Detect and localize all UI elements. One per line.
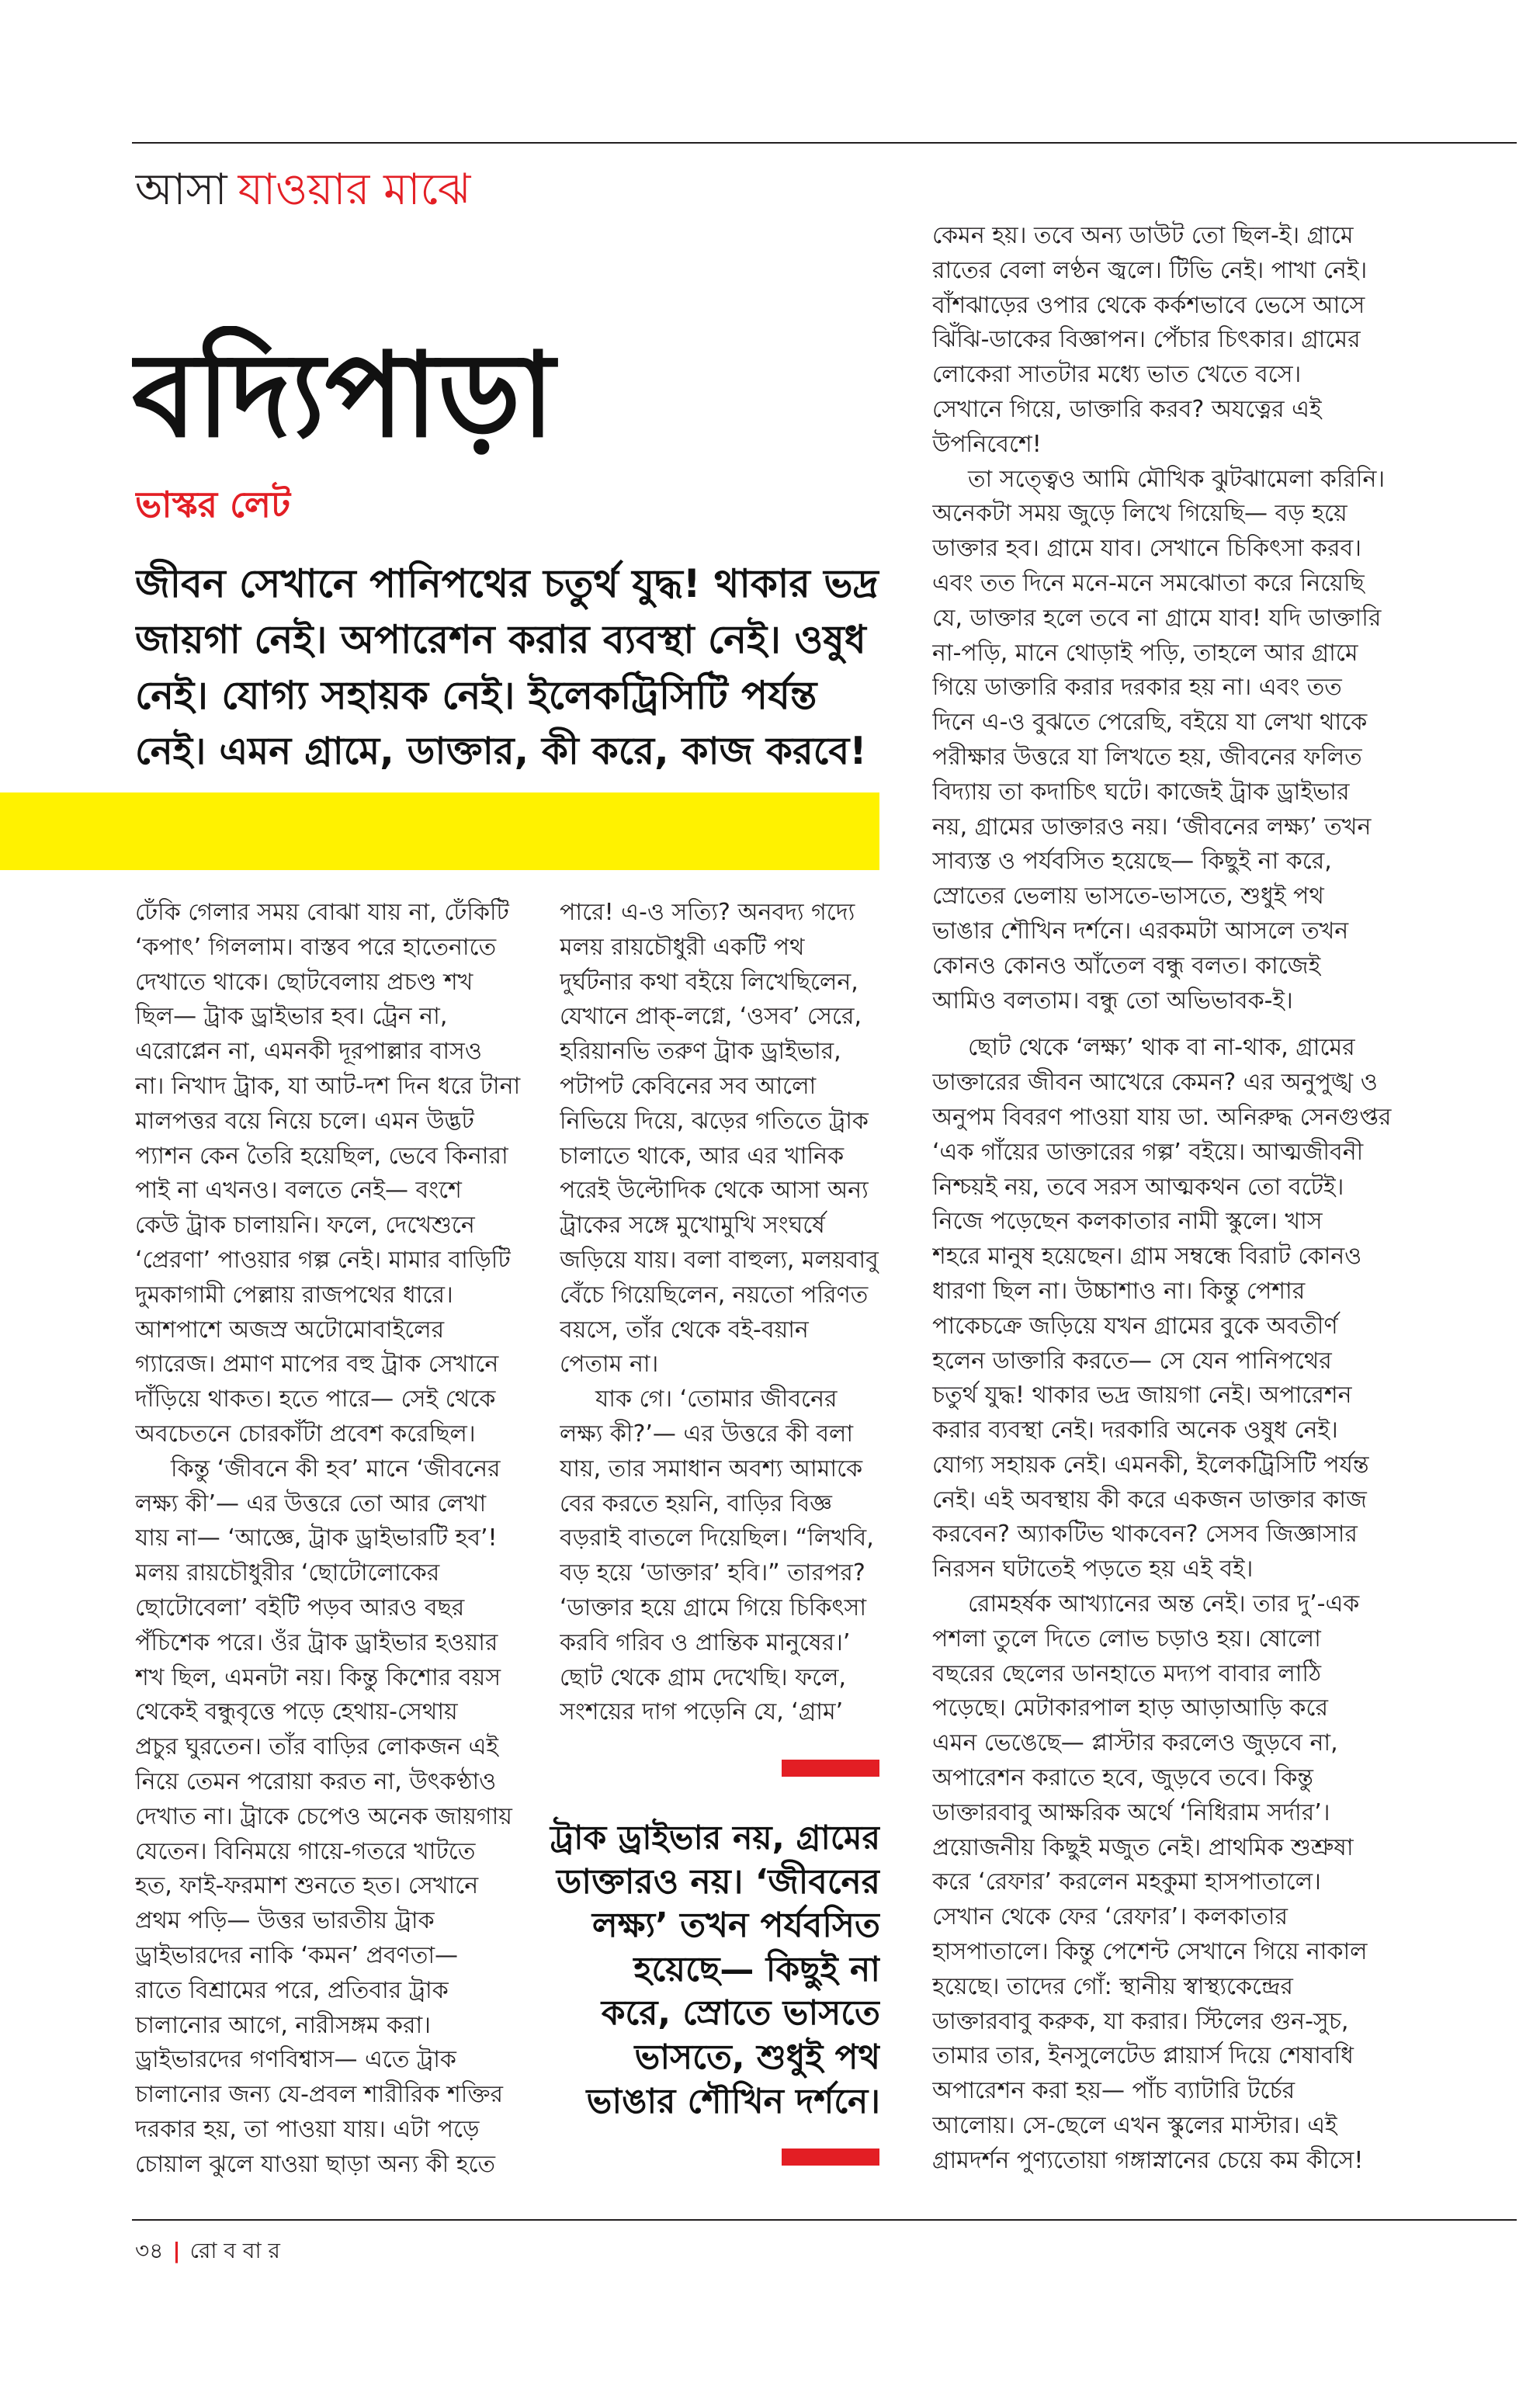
text-line: কেউ ট্রাক চালায়নি। ফলে, দেখেশুনে: [135, 1212, 475, 1240]
text-line: তা সত্ত্বেও আমি মৌখিক ঝুটঝামেলা করিনি।: [968, 465, 1386, 493]
pull-quote-line: লক্ষ্য’ তখন পর্যবসিত: [591, 1906, 880, 1946]
text-line: করার ব্যবস্থা নেই। দরকারি অনেক ওষুধ নেই।: [932, 1417, 1338, 1444]
text-line: ঢেঁকি গেলার সময় বোঝা যায় না, ঢেঁকিটি: [135, 899, 509, 926]
text-line: ‘ডাক্তার হয়ে গ্রামে গিয়ে চিকিৎসা: [560, 1594, 867, 1621]
text-line: পেতাম না।: [560, 1351, 659, 1379]
text-line: ড্রাইভারদের নাকি ‘কমন’ প্রবণতা—: [135, 1941, 459, 1969]
text-line: যেতেন। বিনিময়ে গায়ে-গতরে খাটতে: [135, 1837, 476, 1865]
text-line: সেখান থেকে ফের ‘রেফার’। কলকাতার: [932, 1903, 1289, 1931]
text-line: করে ‘রেফার’ করলেন মহকুমা হাসপাতালে।: [932, 1868, 1321, 1896]
text-line: আমিও বলতাম। বন্ধু তো অভিভাবক-ই।: [932, 987, 1293, 1014]
paragraph: [560, 896, 881, 1382]
section-header-highlight: যাওয়ার মাঝে: [238, 165, 471, 215]
text-line: চোয়াল ঝুলে যাওয়া ছাড়া অন্য কী হতে: [135, 2150, 496, 2178]
text-line: হত, ফাই-ফরমাশ শুনতে হত। সেখানে: [135, 1872, 479, 1900]
text-line: চালাতে থাকে, আর এর খানিক: [560, 1142, 845, 1170]
text-line: কোনও কোনও আঁতেল বন্ধু বলত। কাজেই: [932, 952, 1321, 980]
text-line: না-পড়ি, মানে থোড়াই পড়ি, তাহলে আর গ্রামে: [932, 639, 1358, 667]
text-line: আশপাশে অজস্র অটোমোবাইলের: [135, 1316, 445, 1344]
text-line: গিয়ে ডাক্তারি করার দরকার হয় না। এবং তত: [932, 674, 1342, 702]
text-line: ড্রাইভারদের গণবিশ্বাস— এতে ট্রাক: [135, 2046, 456, 2074]
text-line: আলোয়। সে-ছেলে এখন স্কুলের মাস্টার। এই: [932, 2112, 1337, 2140]
pull-quote-line: ডাক্তারও নয়। ‘জীবনের: [556, 1861, 880, 1902]
text-line: দেখাত না। ট্রাকে চেপেও অনেক জায়গায়: [135, 1802, 512, 1830]
text-line: পারে! এ-ও সত্যি? অনবদ্য গদ্যে: [560, 899, 855, 926]
text-line: নিয়ে তেমন পরোয়া করত না, উৎকণ্ঠাও: [135, 1767, 497, 1795]
page-number: ৩৪: [135, 2238, 164, 2263]
paragraph: [135, 1452, 529, 2183]
deck: [135, 556, 882, 781]
text-line: বয়সে, তাঁর থেকে বই-বয়ান: [560, 1316, 809, 1344]
text-line: উপনিবেশে!: [932, 430, 1042, 458]
text-line: প্রচুর ঘুরতেন। তাঁর বাড়ির লোকজন এই: [135, 1733, 498, 1761]
top-rule: [132, 142, 1517, 144]
text-line: ডাক্তার হব। গ্রামে যাব। সেখানে চিকিৎসা করব।: [932, 535, 1361, 563]
text-line: ঝিঁঝি-ডাকের বিজ্ঞাপন। পেঁচার চিৎকার। গ্রামের: [932, 326, 1361, 354]
text-line: যোগ্য সহায়ক নেই। এমনকী, ইলেকট্রিসিটি পর্যন্ত: [932, 1451, 1369, 1479]
text-line: জড়িয়ে যায়। বলা বাহুল্য, মলয়বাবু: [560, 1246, 879, 1274]
text-line: মলয় রায়চৌধুরীর ‘ছোটোলোকের: [135, 1559, 440, 1587]
text-line: হলেন ডাক্তারি করতে— সে যেন পানিপথের: [932, 1347, 1332, 1375]
text-line: গ্রামদর্শন পুণ্যতোয়া গঙ্গাস্নানের চেয়ে কম কীসে!: [932, 2146, 1364, 2174]
publication-name: রো ব বা র: [189, 2238, 280, 2263]
text-line: যেখানে প্রাক্-লগ্নে, ‘ওসব’ সেরে,: [560, 1003, 862, 1031]
text-section: [932, 1031, 1513, 2178]
deck-line: জীবন সেখানে পানিপথের চতুর্থ যুদ্ধ! থাকার ভদ্র: [135, 561, 879, 606]
text-line: করবি গরিব ও প্রান্তিক মানুষের।’: [560, 1628, 851, 1656]
text-line: হাসপাতালে। কিন্তু পেশেন্ট সেখানে গিয়ে নাকাল: [932, 1938, 1368, 1966]
text-line: নেই। এই অবস্থায় কী করে একজন ডাক্তার কাজ: [932, 1486, 1367, 1514]
text-line: না। নিখাদ ট্রাক, যা আট-দশ দিন ধরে টানা: [135, 1072, 521, 1100]
deck-line: জায়গা নেই। অপারেশন করার ব্যবস্থা নেই। ওষুধ: [135, 617, 866, 662]
pull-quote-line: ট্রাক ড্রাইভার নয়, গ্রামের: [550, 1819, 880, 1857]
text-line: চতুর্থ যুদ্ধ! থাকার ভদ্র জায়গা নেই। অপারেশন: [932, 1382, 1352, 1410]
text-line: শহরে মানুষ হয়েছেন। গ্রাম সম্বন্ধে বিরাট কোনও: [932, 1243, 1362, 1271]
text-line: দিনে এ-ও বুঝতে পেরেছি, বইয়ে যা লেখা থাকে: [932, 709, 1368, 737]
text-section: [560, 896, 881, 1730]
text-section: [932, 219, 1513, 1018]
text-line: চালানোর জন্য যে-প্রবল শারীরিক শক্তির: [135, 2081, 504, 2109]
text-line: বেঁচে গিয়েছিলেন, নয়তো পরিণত: [560, 1281, 869, 1309]
text-line: ছোটোবেলা’ বইটি পড়ব আরও বছর: [135, 1594, 465, 1621]
article-title: বদ্যিপাড়া: [132, 328, 555, 463]
text-line: বড় হয়ে ‘ডাক্তার’ হবি।” তারপর?: [560, 1559, 865, 1587]
text-line: যাক গে। ‘তোমার জীবনের: [595, 1386, 838, 1413]
text-line: অপারেশন করা হয়— পাঁচ ব্যাটারি টর্চের: [932, 2077, 1295, 2105]
text-line: লোকেরা সাতটার মধ্যে ভাত খেতে বসে।: [932, 361, 1302, 389]
text-line: সাব্যস্ত ও পর্যবসিত হয়েছে— কিছুই না করে,: [932, 848, 1332, 876]
text-line: এমন ভেঙেছে— প্লাস্টার করলেও জুড়বে না,: [932, 1729, 1338, 1757]
pull-quote-line: করে, স্রোতে ভাসতে: [601, 1993, 880, 2034]
text-line: নিজে পড়েছেন কলকাতার নামী স্কুলে। খাস: [932, 1208, 1323, 1236]
page-footer: [135, 2234, 601, 2268]
paragraph: [932, 463, 1513, 1019]
text-line: লক্ষ্য কী?’— এর উত্তরে কী বলা: [560, 1420, 854, 1448]
bottom-rule: [132, 2219, 1517, 2221]
text-line: দুর্ঘটনার কথা বইয়ে লিখেছিলেন,: [560, 968, 858, 996]
text-line: রোমহর্ষক আখ্যানের অন্ত নেই। তার দু’-এক: [968, 1590, 1360, 1618]
pull-quote-line: হয়েছে— কিছুই না: [633, 1949, 880, 1989]
text-line: কেমন হয়। তবে অন্য ডাউট তো ছিল-ই। গ্রামে: [932, 222, 1354, 249]
text-line: হয়েছে। তাদের গোঁ: স্থানীয় স্বাস্থ্যকেন্দ্রের: [932, 1972, 1293, 2000]
text-column-1: [135, 896, 529, 2200]
text-line: অনেকটা সময় জুড়ে লিখে গিয়েছি— বড় হয়ে: [932, 500, 1348, 528]
text-line: বড়রাই বাতলে দিয়েছিল। “লিখবি,: [560, 1524, 874, 1552]
text-line: অপারেশন করাতে হবে, জুড়বে তবে। কিন্তু: [932, 1764, 1313, 1792]
text-line: সংশয়ের দাগ পড়েনি যে, ‘গ্রাম’: [560, 1698, 844, 1726]
text-line: অবচেতনে চোরকাঁটা প্রবেশ করেছিল।: [135, 1420, 476, 1448]
text-line: যে, ডাক্তার হলে তবে না গ্রামে যাব! যদি ডাক্তারি: [932, 604, 1382, 632]
text-line: নয়, গ্রামের ডাক্তারও নয়। ‘জীবনের লক্ষ্য’ তখন: [932, 813, 1372, 841]
text-line: ট্রাকের সঙ্গে মুখোমুখি সংঘর্ষে: [560, 1212, 825, 1240]
text-line: লক্ষ্য কী’— এর উত্তরে তো আর লেখা: [135, 1490, 487, 1517]
paragraph: [932, 1587, 1513, 2179]
text-line: এবং তত দিনে মনে-মনে সমঝোতা করে নিয়েছি: [932, 569, 1365, 597]
text-line: প্যাশন কেন তৈরি হয়েছিল, ভেবে কিনারা: [135, 1142, 508, 1170]
text-line: বিদ্যায় তা কদাচিৎ ঘটে। কাজেই ট্রাক ড্রাইভার: [932, 778, 1350, 806]
text-line: বাঁশঝাড়ের ওপার থেকে কর্কশভাবে ভেসে আসে: [932, 291, 1365, 319]
text-line: ভাঙার শৌখিন দর্শনে। এরকমটা আসলে তখন: [932, 917, 1349, 945]
paragraph: [135, 896, 529, 1452]
text-line: চালানোর আগে, নারীসঙ্গম করা।: [135, 2011, 431, 2039]
text-line: পাই না এখনও। বলতে নেই— বংশে: [135, 1177, 462, 1205]
text-line: পরেই উল্টোদিক থেকে আসা অন্য: [560, 1177, 869, 1205]
text-column-2: [560, 896, 881, 1750]
text-line: পড়েছে। মেটাকারপাল হাড় আড়াআড়ি করে: [932, 1694, 1328, 1722]
text-line: নিভিয়ে দিয়ে, ঝড়ের গতিতে ট্রাক: [560, 1107, 869, 1135]
text-line: ডাক্তারের জীবন আখেরে কেমন? এর অনুপুঙ্খ ও: [932, 1069, 1378, 1097]
text-line: মালপত্তর বয়ে নিয়ে চলে। এমন উদ্ভট: [135, 1107, 474, 1135]
text-line: বছরের ছেলের ডানহাতে মদ্যপ বাবার লাঠি: [932, 1659, 1322, 1687]
text-line: ছিল— ট্রাক ড্রাইভার হব। ট্রেন না,: [135, 1003, 448, 1031]
pull-quote-line: ভাসতে, শুধুই পথ: [634, 2037, 880, 2077]
deck-line: নেই। যোগ্য সহায়ক নেই। ইলেকট্রিসিটি পর্যন্ত: [135, 673, 817, 718]
text-line: স্রোতের ভেলায় ভাসতে-ভাসতে, শুধুই পথ: [932, 883, 1324, 910]
text-line: ছোট থেকে ‘লক্ষ্য’ থাক বা না-থাক, গ্রামের: [968, 1034, 1355, 1062]
text-line: ‘এক গাঁয়ের ডাক্তারের গল্প’ বইয়ে। আত্মজীবনী: [932, 1138, 1364, 1166]
text-line: পশলা তুলে দিতে লোভ চড়াও হয়। ষোলো: [932, 1625, 1321, 1653]
author-byline: ভাস্কর লেট: [135, 484, 291, 525]
text-section: [135, 896, 529, 2182]
text-line: পঁচিশেক পরে। ওঁর ট্রাক ড্রাইভার হওয়ার: [135, 1628, 498, 1656]
section-header: [135, 159, 725, 221]
text-line: সেখানে গিয়ে, ডাক্তারি করব? অযত্নের এই: [932, 395, 1322, 423]
text-line: পটাপট কেবিনের সব আলো: [560, 1072, 817, 1100]
deck-line: নেই। এমন গ্রামে, ডাক্তার, কী করে, কাজ করবে!: [135, 730, 867, 773]
text-line: নিরসন ঘটাতেই পড়তে হয় এই বই।: [932, 1555, 1254, 1583]
text-line: হরিয়ানভি তরুণ ট্রাক ড্রাইভার,: [560, 1038, 841, 1066]
pull-quote-line: ভাঙার শৌখিন দর্শনে।: [586, 2081, 880, 2121]
section-header-lead: আসা: [135, 165, 227, 215]
pull-quote-rule-bottom: [782, 2148, 879, 2166]
text-column-3: [932, 219, 1513, 2194]
text-line: রাতে বিশ্রামের পরে, প্রতিবার ট্রাক: [135, 1976, 449, 2004]
text-line: মলয় রায়চৌধুরী একটি পথ: [560, 933, 805, 961]
text-line: ধারণা ছিল না। উচ্চাশাও না। কিন্তু পেশার: [932, 1277, 1306, 1305]
text-line: রাতের বেলা লণ্ঠন জ্বলে। টিভি নেই। পাখা নেই।: [932, 256, 1368, 284]
text-line: অনুপম বিবরণ পাওয়া যায় ডা. অনিরুদ্ধ সেনগুপ্তর: [932, 1103, 1392, 1131]
footer-separator: |: [172, 2238, 181, 2263]
text-line: প্রথম পড়ি— উত্তর ভারতীয় ট্রাক: [135, 1907, 435, 1935]
text-line: ডাক্তারবাবু আক্ষরিক অর্থে ‘নিধিরাম সর্দার’।: [932, 1798, 1330, 1826]
text-line: ‘প্রেরণা’ পাওয়ার গল্প নেই। মামার বাড়িটি: [135, 1246, 511, 1274]
text-line: পাকেচক্রে জড়িয়ে যখন গ্রামের বুকে অবতীর্ণ: [932, 1312, 1338, 1340]
text-line: শখ ছিল, এমনটা নয়। কিন্তু কিশোর বয়স: [135, 1663, 501, 1691]
pull-quote-rule-top: [782, 1760, 879, 1777]
text-line: তামার তার, ইনসুলেটেড প্লায়ার্স দিয়ে শেষাবধি: [932, 2042, 1354, 2070]
text-line: প্রয়োজনীয় কিছুই মজুত নেই। প্রাথমিক শুশ্রুষা: [932, 1833, 1354, 1861]
text-line: দরকার হয়, তা পাওয়া যায়। এটা পড়ে: [135, 2115, 480, 2143]
text-line: করবেন? অ্যাকটিভ থাকবেন? সেসব জিজ্ঞাসার: [932, 1521, 1358, 1549]
text-line: যায়, তার সমাধান অবশ্য আমাকে: [560, 1455, 863, 1483]
text-line: ডাক্তারবাবু করুক, যা করার। স্টিলের গুন-সুচ,: [932, 2007, 1349, 2035]
text-line: এরোপ্লেন না, এমনকী দূরপাল্লার বাসও: [135, 1038, 482, 1066]
text-line: থেকেই বন্ধুবৃত্তে পড়ে হেথায়-সেথায়: [135, 1698, 458, 1726]
paragraph: [932, 219, 1513, 463]
text-line: যায় না— ‘আজ্ঞে, ট্রাক ড্রাইভারটি হব’!: [135, 1524, 498, 1552]
paragraph: [560, 1382, 881, 1730]
text-line: দেখাতে থাকে। ছোটবেলায় প্রচণ্ড শখ: [135, 968, 473, 996]
highlight-band: [0, 792, 879, 870]
text-line: গ্যারেজ। প্রমাণ মাপের বহু ট্রাক সেখানে: [135, 1351, 499, 1379]
paragraph: [932, 1031, 1513, 1587]
text-line: দুমকাগামী পেল্লায় রাজপথের ধারে।: [135, 1281, 453, 1309]
text-line: দাঁড়িয়ে থাকত। হতে পারে— সেই থেকে: [135, 1386, 496, 1413]
pull-quote: [543, 1816, 880, 2127]
text-line: কিন্তু ‘জীবনে কী হব’ মানে ‘জীবনের: [171, 1455, 501, 1483]
text-line: বের করতে হয়নি, বাড়ির বিজ্ঞ: [560, 1490, 832, 1517]
text-line: ‘কপাৎ’ গিললাম। বাস্তব পরে হাতেনাতে: [135, 933, 497, 961]
text-line: নিশ্চয়ই নয়, তবে সরস আত্মকথন তো বটেই।: [932, 1173, 1344, 1201]
text-line: পরীক্ষার উত্তরে যা লিখতে হয়, জীবনের ফলিত: [932, 743, 1362, 771]
text-line: ছোট থেকে গ্রাম দেখেছি। ফলে,: [560, 1663, 847, 1691]
